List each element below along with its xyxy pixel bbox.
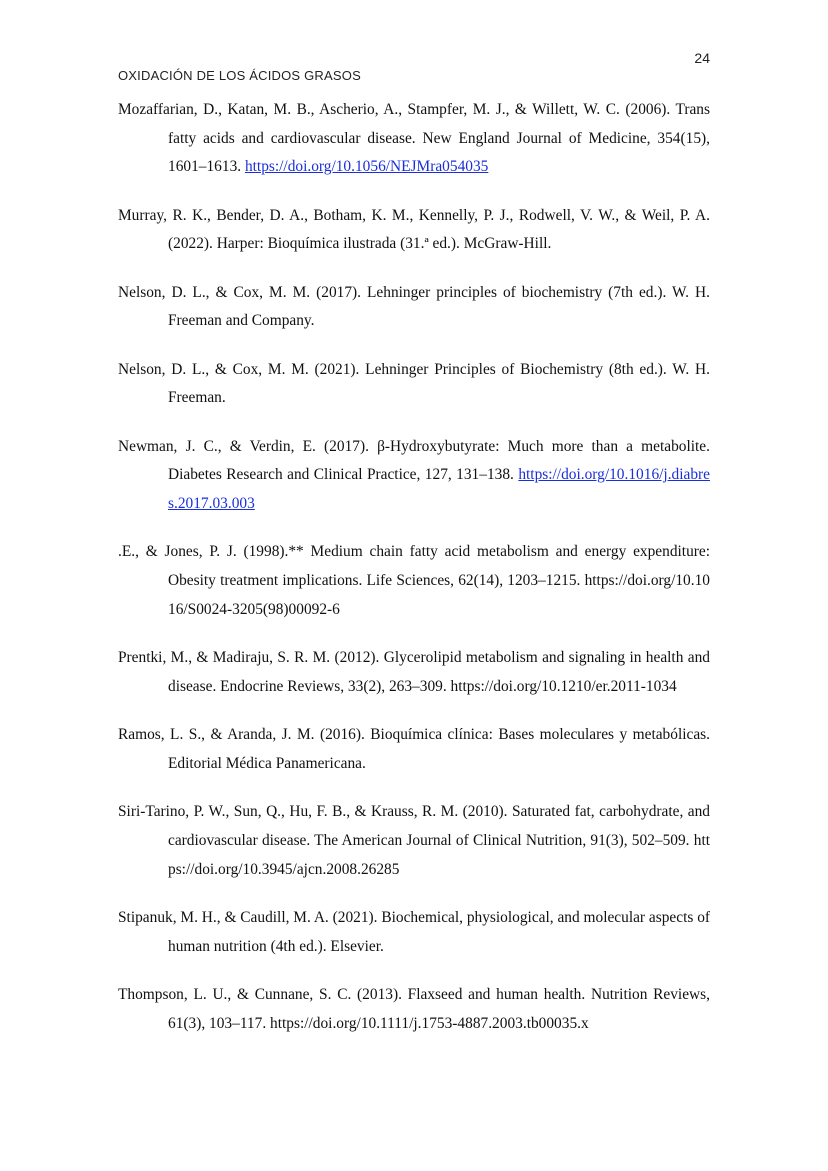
reference-text: Murray, R. K., Bender, D. A., Botham, K. M., Kennelly, P. J., Rodwell, V. W., & Weil, P. A. (2022). Harper: Bioquímica ilustrada (31.ª ed.). McGraw-Hill.: [118, 206, 710, 253]
reference-entry: [118, 981, 710, 1038]
doi-link[interactable]: https://doi.org/10.1056/NEJMra054035: [244, 158, 489, 176]
reference-text: Stipanuk, M. H., & Caudill, M. A. (2021). Biochemical, physiological, and molecular aspects of human nutrition (4th ed.). Elsevier.: [118, 908, 711, 955]
reference-entry: [118, 433, 710, 519]
doi-text: https://doi.org/10.3945/ajcn.2008.26285: [168, 831, 710, 878]
reference-entry: [118, 96, 710, 182]
doi-text: https://doi.org/10.1016/S0024-3205(98)00092-6: [168, 572, 710, 618]
reference-entry: [118, 356, 710, 413]
page-number: 24: [694, 50, 710, 66]
reference-text: Siri-Tarino, P. W., Sun, Q., Hu, F. B., & Krauss, R. M. (2010). Saturated fat, carbohydrate, and cardiovascular disease. The American Journal of Clinical Nutrition, 91(3), 502–509.: [118, 803, 710, 849]
reference-text: Nelson, D. L., & Cox, M. M. (2021). Lehninger Principles of Biochemistry (8th ed.). W. H. Freeman.: [118, 360, 710, 407]
reference-text: Newman, J. C., & Verdin, E. (2017). β-Hydroxybutyrate: Much more than a metabolite. Diabetes Research and Clinical Practice, 127, 131–138.: [118, 437, 710, 484]
reference-text: Thompson, L. U., & Cunnane, S. C. (2013). Flaxseed and human health. Nutrition Reviews, 61(3), 103–117.: [118, 985, 710, 1032]
reference-text: .E., & Jones, P. J. (1998).** Medium chain fatty acid metabolism and energy expenditure: Obesity treatment implications. Life Sciences, 62(14), 1203–1215.: [118, 543, 710, 590]
reference-entry: [118, 904, 710, 961]
reference-text: Ramos, L. S., & Aranda, J. M. (2016). Bioquímica clínica: Bases moleculares y metabólicas. Editorial Médica Panamericana.: [118, 726, 710, 772]
reference-entry: [118, 202, 710, 259]
doi-text: https://doi.org/10.1210/er.2011-1034: [450, 677, 677, 695]
reference-entry: [118, 644, 710, 701]
reference-list: [118, 96, 710, 1058]
running-header-title: OXIDACIÓN DE LOS ÁCIDOS GRASOS: [118, 68, 361, 83]
reference-entry: [118, 721, 710, 778]
reference-text: Mozaffarian, D., Katan, M. B., Ascherio, A., Stampfer, M. J., & Willett, W. C. (2006). Trans fatty acids and cardiovascular disease. New England Journal of Medicine, 354(15), 1601–1613.: [118, 101, 710, 176]
reference-entry: [118, 279, 710, 336]
reference-text: Prentki, M., & Madiraju, S. R. M. (2012). Glycerolipid metabolism and signaling in health and disease. Endocrine Reviews, 33(2), 263–309.: [118, 649, 710, 695]
doi-link[interactable]: https://doi.org/10.1016/j.diabres.2017.03.003: [168, 466, 710, 513]
reference-entry: [118, 538, 710, 624]
reference-entry: [118, 798, 710, 884]
doi-text: https://doi.org/10.1111/j.1753-4887.2003.tb00035.x: [270, 1014, 589, 1032]
reference-text: Nelson, D. L., & Cox, M. M. (2017). Lehninger principles of biochemistry (7th ed.). W. H. Freeman and Company.: [118, 283, 710, 330]
